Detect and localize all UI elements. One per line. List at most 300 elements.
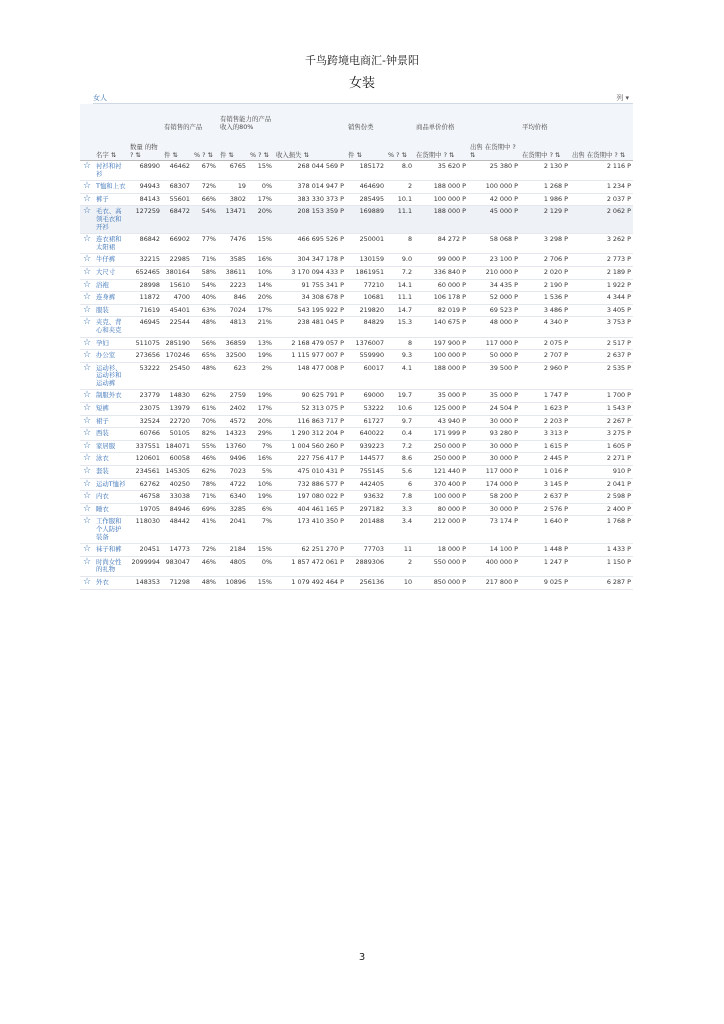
star-icon[interactable]: ☆ (80, 503, 94, 516)
table-cell: 3802 (218, 193, 248, 206)
star-icon[interactable]: ☆ (80, 576, 94, 589)
table-cell: 1 922 P (570, 279, 633, 292)
star-icon[interactable]: ☆ (80, 440, 94, 453)
table-cell: 10681 (346, 292, 386, 305)
star-icon[interactable]: ☆ (80, 362, 94, 390)
group-header-cell: 商品单价价格 (414, 104, 520, 132)
column-header-9[interactable]: 在货期中 ? ⇅ (414, 132, 468, 161)
table-cell: 850 000 P (414, 576, 468, 589)
table-cell: 7024 (218, 304, 248, 317)
table-cell: 3 262 P (570, 234, 633, 254)
table-cell: 7.2 (386, 266, 414, 279)
table-cell: 8 (386, 337, 414, 350)
table-cell: 2889306 (346, 556, 386, 576)
category-name-link[interactable]: 睡衣 (94, 503, 128, 516)
table-cell: 2 267 P (570, 415, 633, 428)
table-cell: 69 523 P (468, 304, 520, 317)
table-cell: 1 640 P (520, 516, 570, 544)
category-name-link[interactable]: 运动T恤衫 (94, 478, 128, 491)
star-icon[interactable]: ☆ (80, 415, 94, 428)
table-cell: 2 576 P (520, 503, 570, 516)
table-cell: 106 178 P (414, 292, 468, 305)
table-cell: 1 448 P (520, 544, 570, 557)
table-cell: 22985 (162, 254, 192, 267)
column-header-3[interactable]: % ? ⇅ (192, 132, 218, 161)
column-header-4[interactable]: 件 ⇅ (218, 132, 248, 161)
table-cell: 20% (248, 415, 274, 428)
table-cell: 58 068 P (468, 234, 520, 254)
table-cell: 55% (192, 440, 218, 453)
table-cell: 0.4 (386, 428, 414, 441)
table-row (80, 350, 633, 363)
table-cell: 1 605 P (570, 440, 633, 453)
table-cell: 5% (248, 466, 274, 479)
page-header: 千鸟跨境电商汇-钟景阳 (305, 54, 419, 67)
table-cell: 304 347 178 P (274, 254, 346, 267)
table-cell: 15% (248, 576, 274, 589)
table-cell: 4 340 P (520, 317, 570, 337)
category-name-link[interactable]: 制服外衣 (94, 390, 128, 403)
table-cell: 1 700 P (570, 390, 633, 403)
table-cell: 66% (192, 193, 218, 206)
table-cell: 32215 (128, 254, 162, 267)
table-cell: 48% (192, 576, 218, 589)
table-cell: 2 037 P (570, 193, 633, 206)
table-row (80, 161, 633, 181)
table-cell: 383 330 373 P (274, 193, 346, 206)
table-cell: 14773 (162, 544, 192, 557)
table-cell: 23075 (128, 403, 162, 416)
table-cell: 3285 (218, 503, 248, 516)
category-name-link[interactable]: 泳衣 (94, 453, 128, 466)
column-header-7[interactable]: 件 ⇅ (346, 132, 386, 161)
table-row (80, 181, 633, 194)
star-icon[interactable]: ☆ (80, 161, 94, 181)
category-name-link[interactable]: 连衣裙和太阳裙 (94, 234, 128, 254)
table-cell: 46462 (162, 161, 192, 181)
table-cell: 184071 (162, 440, 192, 453)
table-cell: 48% (192, 317, 218, 337)
table-cell: 50 000 P (468, 350, 520, 363)
table-cell: 2 598 P (570, 491, 633, 504)
category-name-link[interactable]: 大尺寸 (94, 266, 128, 279)
table-cell: 19% (248, 390, 274, 403)
category-name-link[interactable]: 牛仔裤 (94, 254, 128, 267)
star-icon[interactable]: ☆ (80, 350, 94, 363)
table-cell: 6765 (218, 161, 248, 181)
table-cell: 15% (248, 544, 274, 557)
table-cell: 2 773 P (570, 254, 633, 267)
star-icon[interactable]: ☆ (80, 516, 94, 544)
group-header-cell: 有销售能力的产品 收入的80% (218, 104, 274, 132)
table-cell: 148353 (128, 576, 162, 589)
table-cell: 35 000 P (468, 390, 520, 403)
category-name-link[interactable]: 运动衫、运动衫和运动裤 (94, 362, 128, 390)
table-cell: 2 960 P (520, 362, 570, 390)
table-row (80, 279, 633, 292)
table-row (80, 193, 633, 206)
table-cell: 10% (248, 478, 274, 491)
table-cell: 77210 (346, 279, 386, 292)
table-cell: 1861951 (346, 266, 386, 279)
table-row (80, 516, 633, 544)
table-row (80, 453, 633, 466)
table-cell: 2 130 P (520, 161, 570, 181)
table-cell: 188 000 P (414, 362, 468, 390)
category-name-link[interactable]: 内衣 (94, 491, 128, 504)
category-name-link[interactable]: 西装 (94, 428, 128, 441)
table-row (80, 206, 633, 234)
table-cell: 2 (386, 181, 414, 194)
table-row (80, 234, 633, 254)
table-cell: 378 014 947 P (274, 181, 346, 194)
table-cell: 201488 (346, 516, 386, 544)
category-name-link[interactable]: 裤子 (94, 193, 128, 206)
table-cell: 70% (192, 415, 218, 428)
table-cell: 3 753 P (570, 317, 633, 337)
category-name-link[interactable]: 套装 (94, 466, 128, 479)
table-cell: 52 000 P (468, 292, 520, 305)
table-cell: 42 000 P (468, 193, 520, 206)
table-cell: 116 863 717 P (274, 415, 346, 428)
star-icon[interactable]: ☆ (80, 317, 94, 337)
star-icon[interactable]: ☆ (80, 193, 94, 206)
category-name-link[interactable]: 袜子和裤 (94, 544, 128, 557)
table-cell: 40% (192, 292, 218, 305)
table-cell: 3 486 P (520, 304, 570, 317)
page-number: 3 (358, 952, 366, 963)
table-cell: 16% (248, 453, 274, 466)
table-cell: 118030 (128, 516, 162, 544)
star-icon[interactable]: ☆ (80, 453, 94, 466)
table-cell: 15.3 (386, 317, 414, 337)
table-row (80, 556, 633, 576)
table-cell: 86842 (128, 234, 162, 254)
table-cell: 53222 (128, 362, 162, 390)
star-icon[interactable]: ☆ (80, 428, 94, 441)
table-cell: 3 145 P (520, 478, 570, 491)
table-row (80, 478, 633, 491)
group-header-cell (274, 104, 346, 132)
table-cell: 559990 (346, 350, 386, 363)
group-header-cell (80, 104, 94, 132)
table-cell: 2 535 P (570, 362, 633, 390)
category-name-link[interactable]: 短裤 (94, 403, 128, 416)
star-icon[interactable]: ☆ (80, 234, 94, 254)
table-cell: 121 440 P (414, 466, 468, 479)
category-table (80, 104, 633, 590)
table-cell: 80 000 P (414, 503, 468, 516)
table-cell: 173 410 350 P (274, 516, 346, 544)
table-cell: 43 940 P (414, 415, 468, 428)
table-cell: 11 (386, 544, 414, 557)
table-cell: 38611 (218, 266, 248, 279)
table-cell: 9 025 P (520, 576, 570, 589)
category-name-link[interactable]: 外衣 (94, 576, 128, 589)
table-cell: 55601 (162, 193, 192, 206)
table-cell: 29% (248, 428, 274, 441)
table-cell: 250 000 P (414, 440, 468, 453)
table-cell: 71619 (128, 304, 162, 317)
table-cell: 28998 (128, 279, 162, 292)
table-cell: 62762 (128, 478, 162, 491)
table-cell: 19.7 (386, 390, 414, 403)
table-cell: 13471 (218, 206, 248, 234)
table-cell: 2 020 P (520, 266, 570, 279)
table-row (80, 576, 633, 589)
category-name-link[interactable]: T恤和上衣 (94, 181, 128, 194)
category-name-link[interactable]: 裙子 (94, 415, 128, 428)
table-cell: 62% (192, 390, 218, 403)
table-cell: 62 251 270 P (274, 544, 346, 557)
table-cell: 550 000 P (414, 556, 468, 576)
table-cell: 2 (386, 556, 414, 576)
table-cell: 1 986 P (520, 193, 570, 206)
table-cell: 14.1 (386, 279, 414, 292)
table-cell: 99 000 P (414, 254, 468, 267)
table-cell: 66902 (162, 234, 192, 254)
table-cell: 53222 (346, 403, 386, 416)
table-cell: 1 004 560 260 P (274, 440, 346, 453)
table-cell: 7476 (218, 234, 248, 254)
table-cell: 846 (218, 292, 248, 305)
category-name-link[interactable]: 连身裤 (94, 292, 128, 305)
table-cell: 82 019 P (414, 304, 468, 317)
table-row (80, 362, 633, 390)
table-cell: 188 000 P (414, 181, 468, 194)
table-cell: 24 504 P (468, 403, 520, 416)
table-cell: 2184 (218, 544, 248, 557)
table-cell: 404 461 165 P (274, 503, 346, 516)
table-cell: 3585 (218, 254, 248, 267)
column-header-0[interactable]: 名字 ⇅ (94, 132, 128, 161)
table-cell: 400 000 P (468, 556, 520, 576)
table-cell: 94943 (128, 181, 162, 194)
table-cell: 72% (192, 181, 218, 194)
table-cell: 652465 (128, 266, 162, 279)
table-cell: 2% (248, 362, 274, 390)
table-row (80, 266, 633, 279)
table-cell: 7.2 (386, 440, 414, 453)
table-cell: 6% (248, 503, 274, 516)
star-icon[interactable]: ☆ (80, 390, 94, 403)
table-cell: 623 (218, 362, 248, 390)
column-header-10[interactable]: 出售 在货期中 ? ⇅ (468, 132, 520, 161)
star-icon[interactable]: ☆ (80, 279, 94, 292)
star-icon[interactable]: ☆ (80, 403, 94, 416)
star-icon[interactable]: ☆ (80, 337, 94, 350)
table-row (80, 466, 633, 479)
table-cell: 46% (192, 453, 218, 466)
table-cell: 14830 (162, 390, 192, 403)
table-cell: 174 000 P (468, 478, 520, 491)
table-cell: 210 000 P (468, 266, 520, 279)
table-cell: 35 620 P (414, 161, 468, 181)
table-cell: 238 481 045 P (274, 317, 346, 337)
group-header-cell (128, 104, 162, 132)
table-cell: 18 000 P (414, 544, 468, 557)
star-icon[interactable]: ☆ (80, 304, 94, 317)
table-cell: 2 075 P (520, 337, 570, 350)
table-cell: 19% (248, 491, 274, 504)
star-icon[interactable]: ☆ (80, 292, 94, 305)
star-icon[interactable]: ☆ (80, 181, 94, 194)
table-cell: 0% (248, 181, 274, 194)
table-cell: 370 400 P (414, 478, 468, 491)
table-cell: 48442 (162, 516, 192, 544)
table-cell: 77% (192, 234, 218, 254)
table-cell: 1 433 P (570, 544, 633, 557)
table-cell: 983047 (162, 556, 192, 576)
table-cell: 256136 (346, 576, 386, 589)
table-cell: 442405 (346, 478, 386, 491)
table-cell: 268 044 569 P (274, 161, 346, 181)
table-cell: 6340 (218, 491, 248, 504)
category-name-link[interactable]: 衬衫和衬衫 (94, 161, 128, 181)
column-header-6[interactable]: 收入损失 ⇅ (274, 132, 346, 161)
table-cell: 93632 (346, 491, 386, 504)
table-cell: 1 150 P (570, 556, 633, 576)
table-cell: 4700 (162, 292, 192, 305)
table-cell: 0% (248, 556, 274, 576)
table-cell: 35 000 P (414, 390, 468, 403)
table-cell: 939223 (346, 440, 386, 453)
category-name-link[interactable]: 孕妇 (94, 337, 128, 350)
table-cell: 2 041 P (570, 478, 633, 491)
table-cell: 20451 (128, 544, 162, 557)
table-cell: 10.1 (386, 193, 414, 206)
table-cell: 13% (248, 337, 274, 350)
table-cell: 20% (248, 292, 274, 305)
table-cell: 11.1 (386, 292, 414, 305)
star-icon[interactable]: ☆ (80, 466, 94, 479)
table-cell: 100 000 P (468, 181, 520, 194)
column-header-12[interactable]: 出售 在货期中 ? ⇅ (570, 132, 633, 161)
table-cell: 13760 (218, 440, 248, 453)
table-cell: 337551 (128, 440, 162, 453)
category-name-link[interactable]: 家居服 (94, 440, 128, 453)
table-cell: 543 195 922 P (274, 304, 346, 317)
table-cell: 71% (192, 254, 218, 267)
table-cell: 20% (248, 206, 274, 234)
table-cell: 1 079 492 464 P (274, 576, 346, 589)
column-header-8[interactable]: % ? ⇅ (386, 132, 414, 161)
category-name-link[interactable]: 时尚女性的礼物 (94, 556, 128, 576)
table-cell: 464690 (346, 181, 386, 194)
table-cell: 15% (248, 234, 274, 254)
table-cell: 23 100 P (468, 254, 520, 267)
category-name-link[interactable]: 服装 (94, 304, 128, 317)
table-cell: 82% (192, 428, 218, 441)
table-cell: 40250 (162, 478, 192, 491)
table-row (80, 544, 633, 557)
table-cell: 100 000 P (414, 491, 468, 504)
table-cell: 84143 (128, 193, 162, 206)
table-cell: 2 637 P (570, 350, 633, 363)
table-cell: 2041 (218, 516, 248, 544)
category-name-link[interactable]: 办公室 (94, 350, 128, 363)
table-cell: 2 707 P (520, 350, 570, 363)
table-cell: 5.6 (386, 466, 414, 479)
group-header-cell: 平均价格 (520, 104, 633, 132)
star-icon[interactable]: ☆ (80, 491, 94, 504)
table-cell: 755145 (346, 466, 386, 479)
star-icon[interactable]: ☆ (80, 544, 94, 557)
star-icon[interactable]: ☆ (80, 556, 94, 576)
column-header-1[interactable]: 数量 的物 ? ⇅ (128, 132, 162, 161)
table-cell: 1 857 472 061 P (274, 556, 346, 576)
table-cell: 120601 (128, 453, 162, 466)
table-cell: 148 477 008 P (274, 362, 346, 390)
table-cell: 73 174 P (468, 516, 520, 544)
table-cell: 7% (248, 440, 274, 453)
table-cell: 1376007 (346, 337, 386, 350)
table-cell: 3 275 P (570, 428, 633, 441)
table-row (80, 304, 633, 317)
table-row (80, 317, 633, 337)
category-name-link[interactable]: 工作服和个人防护装备 (94, 516, 128, 544)
table-cell: 62% (192, 466, 218, 479)
table-cell: 10896 (218, 576, 248, 589)
table-row (80, 440, 633, 453)
table-cell: 60058 (162, 453, 192, 466)
table-cell: 9.7 (386, 415, 414, 428)
columns-dropdown[interactable]: 列 ▾ (616, 94, 629, 102)
star-icon[interactable]: ☆ (80, 478, 94, 491)
table-cell: 68990 (128, 161, 162, 181)
category-name-link[interactable]: 浴袍 (94, 279, 128, 292)
column-header-11[interactable]: 在货期中 ? ⇅ (520, 132, 570, 161)
table-cell: 11872 (128, 292, 162, 305)
category-name-link[interactable]: 夹克、背心和夹克 (94, 317, 128, 337)
table-cell: 130159 (346, 254, 386, 267)
table-cell: 2 129 P (520, 206, 570, 234)
table-cell: 6 287 P (570, 576, 633, 589)
column-header-2[interactable]: 件 ⇅ (162, 132, 192, 161)
column-header-row (80, 132, 633, 161)
table-cell: 50105 (162, 428, 192, 441)
table-cell: 9.0 (386, 254, 414, 267)
table-cell: 69000 (346, 390, 386, 403)
category-name-link[interactable]: 毛衣、高领毛衣和开衫 (94, 206, 128, 234)
table-cell: 2402 (218, 403, 248, 416)
column-header-5[interactable]: % ? ⇅ (248, 132, 274, 161)
table-cell: 33038 (162, 491, 192, 504)
star-icon[interactable]: ☆ (80, 254, 94, 267)
table-cell: 14% (248, 279, 274, 292)
table-cell: 2 517 P (570, 337, 633, 350)
table-cell: 1 268 P (520, 181, 570, 194)
table-cell: 285495 (346, 193, 386, 206)
table-cell: 2 190 P (520, 279, 570, 292)
table-cell: 46% (192, 556, 218, 576)
table-cell: 10 (386, 576, 414, 589)
table-cell: 54% (192, 279, 218, 292)
star-icon[interactable]: ☆ (80, 206, 94, 234)
category-link[interactable]: 女人 (93, 94, 107, 102)
column-header-cell (80, 132, 94, 161)
table-cell: 34 435 P (468, 279, 520, 292)
table-cell: 3 170 094 433 P (274, 266, 346, 279)
star-icon[interactable]: ☆ (80, 266, 94, 279)
table-cell: 78% (192, 478, 218, 491)
table-cell: 22720 (162, 415, 192, 428)
table-cell: 71% (192, 491, 218, 504)
table-cell: 48% (192, 362, 218, 390)
table-cell: 77703 (346, 544, 386, 557)
table-cell: 90 625 791 P (274, 390, 346, 403)
table-cell: 9.3 (386, 350, 414, 363)
